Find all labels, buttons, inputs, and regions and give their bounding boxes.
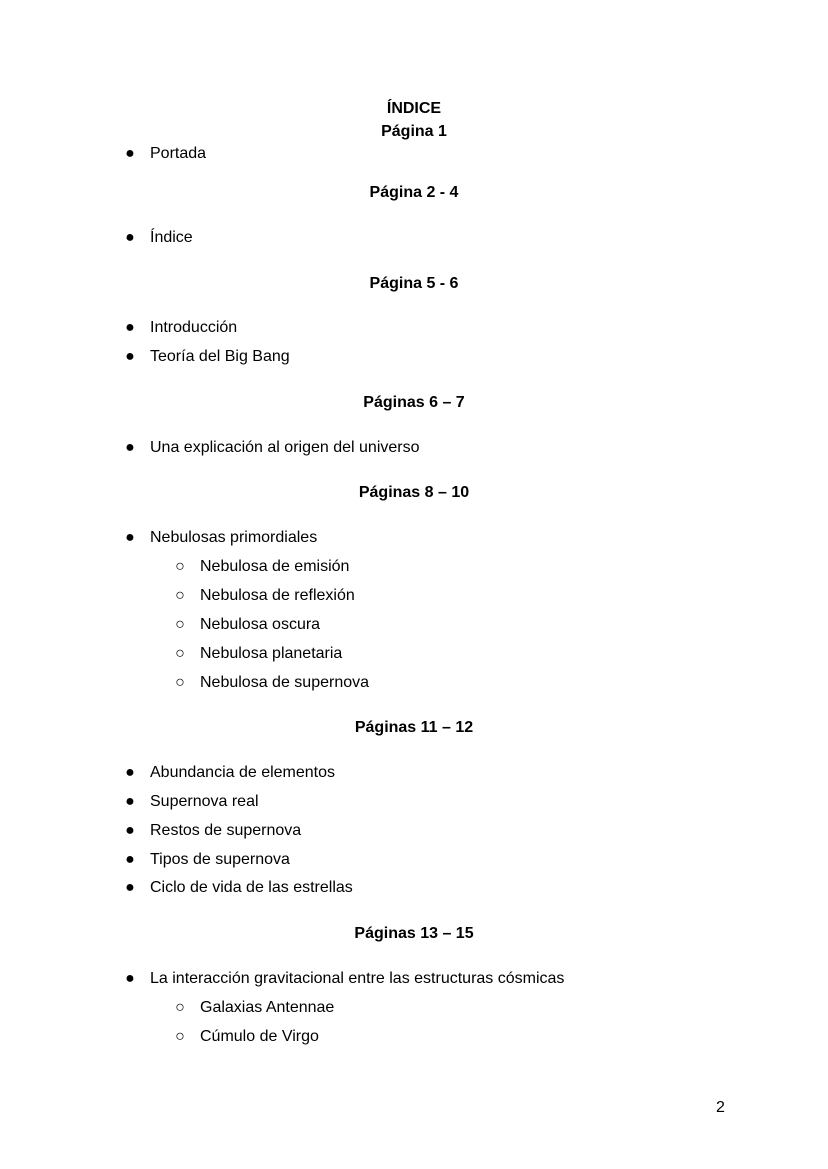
list-item: Nebulosas primordiales [150, 529, 318, 546]
sub-bullet-icon: ○ [175, 558, 185, 575]
list-item: Portada [150, 145, 207, 162]
bullet-icon: ● [125, 348, 135, 365]
bullet-icon: ● [125, 229, 135, 246]
page-heading: Página 5 - 6 [369, 275, 459, 292]
sub-bullet-icon: ○ [175, 645, 185, 662]
list-sub-item: Nebulosa de supernova [200, 674, 370, 691]
list-sub-item: Nebulosa oscura [200, 616, 321, 633]
list-item: Ciclo de vida de las estrellas [150, 879, 353, 896]
sub-bullet-icon: ○ [175, 999, 185, 1016]
index-title: ÍNDICE [386, 100, 442, 117]
sub-bullet-icon: ○ [175, 1028, 185, 1045]
list-item: Tipos de supernova [150, 851, 290, 868]
bullet-icon: ● [125, 879, 135, 896]
bullet-icon: ● [125, 439, 135, 456]
list-sub-item: Nebulosa planetaria [200, 645, 343, 662]
bullet-icon: ● [125, 145, 135, 162]
list-item: Supernova real [150, 793, 259, 810]
list-item: Abundancia de elementos [150, 764, 336, 781]
list-sub-item: Galaxias Antennae [200, 999, 335, 1016]
page-heading: Páginas 11 – 12 [354, 719, 474, 736]
page-heading: Páginas 13 – 15 [354, 925, 474, 942]
page-number: 2 [716, 1099, 725, 1116]
list-sub-item: Nebulosa de emisión [200, 558, 350, 575]
page-heading: Páginas 8 – 10 [358, 484, 470, 501]
bullet-icon: ● [125, 793, 135, 810]
bullet-icon: ● [125, 529, 135, 546]
list-item: Teoría del Big Bang [150, 348, 290, 365]
bullet-icon: ● [125, 764, 135, 781]
bullet-icon: ● [125, 319, 135, 336]
list-item: Introducción [150, 319, 238, 336]
list-sub-item: Cúmulo de Virgo [200, 1028, 319, 1045]
list-item: Una explicación al origen del universo [150, 439, 420, 456]
sub-bullet-icon: ○ [175, 674, 185, 691]
bullet-icon: ● [125, 822, 135, 839]
list-item: Índice [150, 229, 193, 246]
bullet-icon: ● [125, 970, 135, 987]
page-heading: Página 2 - 4 [369, 184, 459, 201]
page-heading: Página 1 [381, 123, 447, 140]
sub-bullet-icon: ○ [175, 587, 185, 604]
list-item: Restos de supernova [150, 822, 302, 839]
bullet-icon: ● [125, 851, 135, 868]
list-sub-item: Nebulosa de reflexión [200, 587, 355, 604]
sub-bullet-icon: ○ [175, 616, 185, 633]
list-item: La interacción gravitacional entre las estructuras cósmicas [150, 970, 565, 987]
page-heading: Páginas 6 – 7 [363, 394, 465, 411]
